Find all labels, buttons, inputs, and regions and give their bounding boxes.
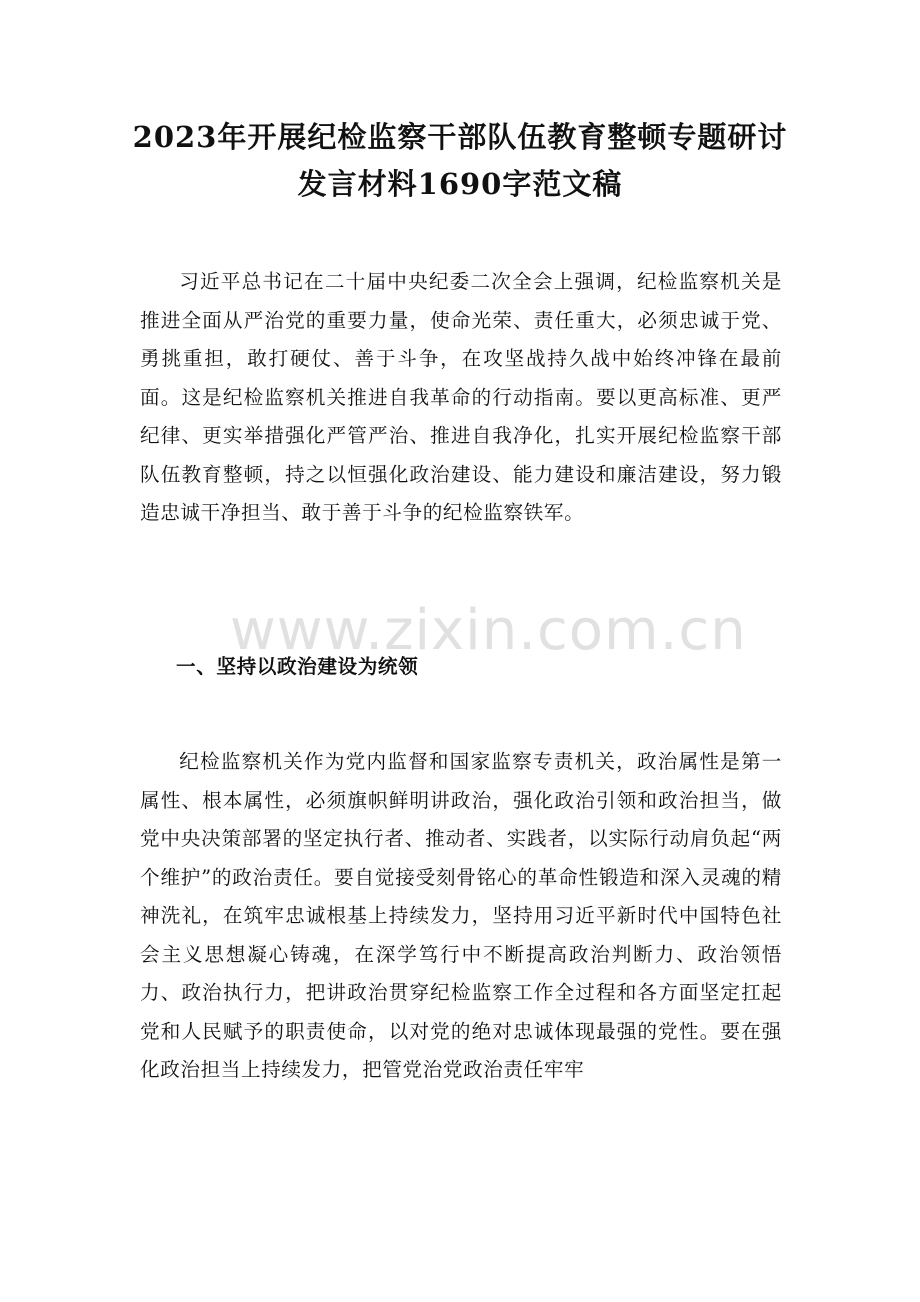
section-paragraph: 纪检监察机关作为党内监督和国家监察专责机关，政治属性是第一属性、根本属性，必须旗帜鲜明讲政治，强化政治引领和政治担当，做党中央决策部署的坚定执行者、推动者、实践者，以实际行动肩负起“两个维护”的政治责任。要自觉接受刻骨铭心的革命性锻造和深入灵魂的精神洗礼，在筑牢忠诚根基上持续发力，坚持用习近平新时代中国特色社会主义思想凝心铸魂，在深学笃行中不断提高政治判断力、政治领悟力、政治执行力，把讲政治贯穿纪检监察工作全过程和各方面坚定扛起党和人民赋予的职责使命，以对党的绝对忠诚体现最强的党性。要在强化政治担当上持续发力，把管党治党政治责任牢牢: [140, 750, 782, 1081]
site-watermark: www.zixin.com.cn: [230, 598, 747, 663]
intro-paragraph: 习近平总书记在二十届中央纪委二次全会上强调，纪检监察机关是推进全面从严治党的重要力量，使命光荣、责任重大，必须忠诚于党、勇挑重担，敢打硬仗、善于斗争，在攻坚战持久战中始终冲锋在最前面。这是纪检监察机关推进自我革命的行动指南。要以更高标准、更严纪律、更实举措强化严管严治、推进自我净化，扎实开展纪检监察干部队伍教育整顿，持之以恒强化政治建设、能力建设和廉洁建设，努力锻造忠诚干净担当、敢于善于斗争的纪检监察铁军。: [140, 270, 782, 524]
document-title: 2023年开展纪检监察干部队伍教育整顿专题研讨发言材料1690字范文稿: [132, 120, 788, 201]
section-heading: 一、坚持以政治建设为统领: [176, 655, 419, 678]
